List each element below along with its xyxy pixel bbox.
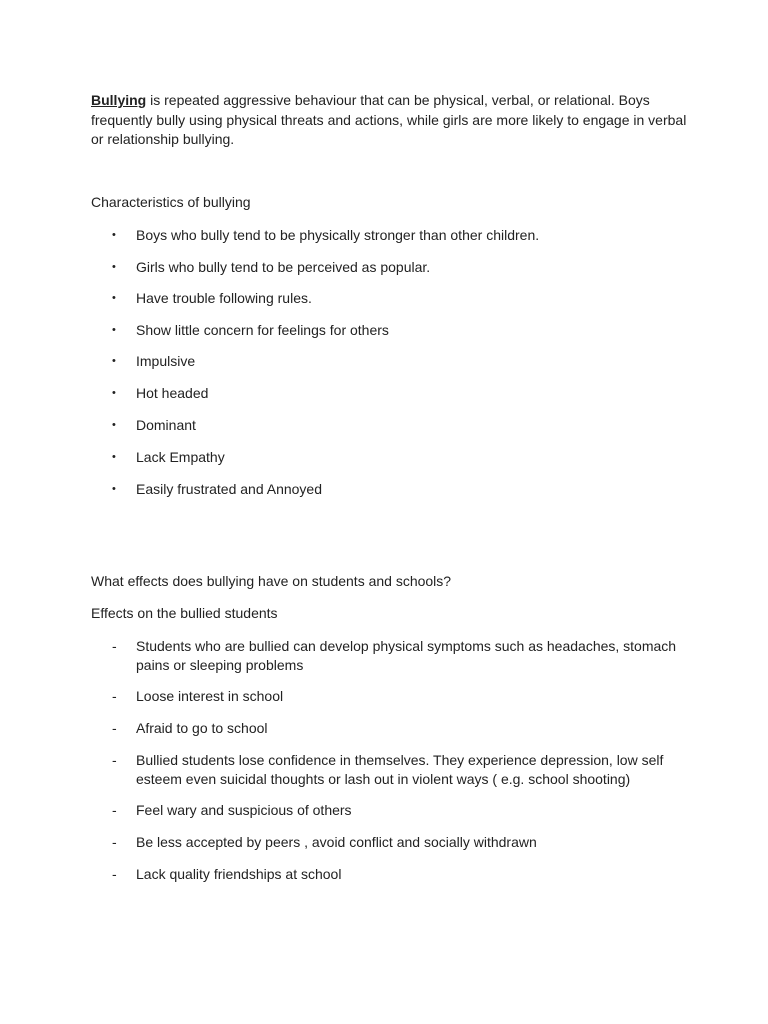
effects-question: What effects does bullying have on students and schools? — [91, 573, 452, 589]
effects-subheading: Effects on the bullied students — [91, 605, 278, 621]
bullet-marker: • — [112, 292, 116, 304]
list-item-text: Feel wary and suspicious of others — [136, 802, 352, 818]
bullet-marker: • — [112, 260, 116, 273]
list-item-text: Afraid to go to school — [136, 720, 268, 736]
dash-marker: - — [112, 802, 117, 818]
list-item-text: Hot headed — [136, 385, 209, 401]
list-item-text: Girls who bully tend to be perceived as popular. — [136, 258, 431, 275]
bullet-marker: • — [112, 482, 116, 495]
dash-marker: - — [112, 638, 117, 654]
list-item-text: Lack quality friendships at school — [136, 866, 342, 882]
dash-marker: - — [112, 752, 117, 768]
bullet-marker: • — [112, 355, 116, 367]
bullying-term: Bullying — [91, 92, 147, 108]
list-item-text: Boys who bully tend to be physically stronger than other children. — [136, 227, 540, 243]
list-item-text: Easily frustrated and Annoyed — [136, 480, 323, 497]
list-item-text: Dominant — [136, 416, 196, 433]
list-item-text: Impulsive — [136, 353, 196, 369]
intro-paragraph — [91, 91, 701, 150]
bullet-marker: • — [112, 450, 116, 463]
bullet-marker: • — [112, 387, 116, 399]
list-item-text: Bullied students lose confidence in themselves. They experience depression, low self esteem even suicidal thoughts or lash out in violent ways ( e.g. school shooting) — [136, 752, 664, 787]
bullet-marker: • — [112, 418, 116, 431]
dash-marker: - — [112, 688, 117, 704]
list-item-text: Students who are bullied can develop physical symptoms such as headaches, stomach pains or sleeping problems — [136, 638, 677, 673]
dash-marker: - — [112, 834, 117, 850]
list-item-text: Loose interest in school — [136, 688, 284, 704]
list-item-text: Show little concern for feelings for others — [136, 321, 389, 338]
list-item-text: Have trouble following rules. — [136, 290, 312, 306]
characteristics-heading: Characteristics of bullying — [91, 194, 251, 210]
dash-marker: - — [112, 866, 117, 882]
list-item-text: Be less accepted by peers , avoid conflict and socially withdrawn — [136, 834, 537, 850]
dash-marker: - — [112, 720, 117, 736]
intro-text: is repeated aggressive behaviour that can be physical, verbal, or relational. Boys frequently bully using physical threats and actions, while girls are more likely to engage in verbal or relationship bullying. — [91, 92, 687, 147]
bullet-marker: • — [112, 229, 116, 241]
list-item-text: Lack Empathy — [136, 448, 225, 465]
bullet-marker: • — [112, 323, 116, 336]
